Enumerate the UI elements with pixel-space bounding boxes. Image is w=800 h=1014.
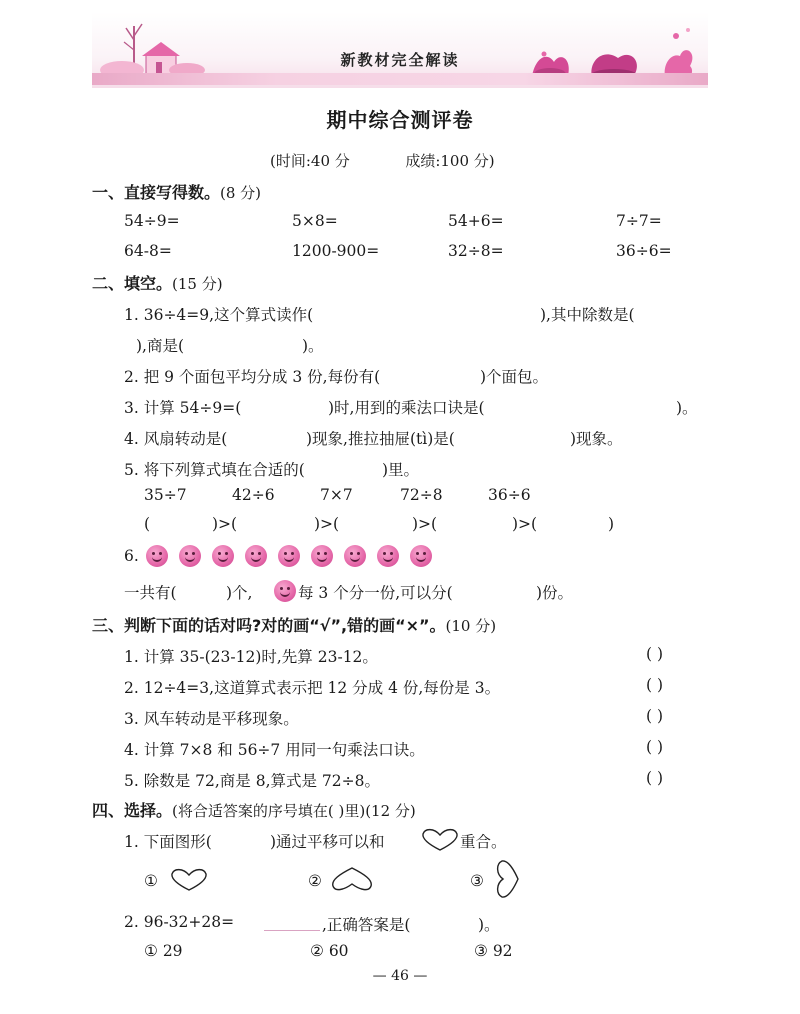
q2-5-text-b: )里。 xyxy=(382,461,420,479)
section1-title: 一、直接写得数。 xyxy=(92,183,221,202)
smiley-icon xyxy=(212,545,234,567)
calc-item: 1200-900= xyxy=(292,242,380,260)
option-label[interactable]: ② xyxy=(308,872,322,890)
calc-item: 54÷9= xyxy=(124,212,180,230)
calc-item: 5×8= xyxy=(292,212,338,230)
q2-5-text: 5. 将下列算式填在合适的( xyxy=(124,461,305,479)
q2-4-text-c: )现象。 xyxy=(570,430,623,448)
q2-1-text: 1. 36÷4=9,这个算式读作( xyxy=(124,306,314,324)
calc-item: 32÷8= xyxy=(448,242,504,260)
section3-title: 三、判断下面的话对吗?对的画“√”,错的画“×”。 xyxy=(92,616,446,635)
judge-item: 2. 12÷4=3,这道算式表示把 12 分成 4 份,每份是 3。 xyxy=(124,679,501,697)
order-blank[interactable]: )>( xyxy=(412,515,438,533)
q2-1-text-b: ),其中除数是( xyxy=(540,306,635,324)
order-blank[interactable]: ) xyxy=(608,515,615,533)
heart-option-icon[interactable] xyxy=(168,866,210,892)
section2-heading xyxy=(92,271,223,294)
heart-shape-icon xyxy=(420,826,460,852)
calc-item: 7÷7= xyxy=(616,212,662,230)
section2-title: 二、填空。 xyxy=(92,274,173,293)
answer-box[interactable]: ( ) xyxy=(646,769,664,787)
banner-strip xyxy=(92,73,708,85)
q2-6-text-d: )份。 xyxy=(536,584,574,602)
q2-6-text-b: )个, xyxy=(226,584,253,602)
section3-points: (10 分) xyxy=(445,617,497,635)
order-blank[interactable]: ( xyxy=(144,515,151,533)
expr-item: 42÷6 xyxy=(232,486,275,504)
option-label[interactable]: ① 29 xyxy=(144,942,183,960)
expr-item: 35÷7 xyxy=(144,486,187,504)
section3-heading xyxy=(92,613,496,636)
option-label[interactable]: ② 60 xyxy=(310,942,349,960)
answer-box[interactable]: ( ) xyxy=(646,707,664,725)
q2-6-text: 一共有( xyxy=(124,584,177,602)
smiley-icon xyxy=(377,545,399,567)
judge-item: 1. 计算 35-(23-12)时,先算 23-12。 xyxy=(124,648,378,666)
q2-1-text-d: )。 xyxy=(302,337,324,355)
q2-6-number: 6. xyxy=(124,547,139,565)
q2-4-text-b: )现象,推拉抽屉(tì)是( xyxy=(306,430,455,448)
section1-heading xyxy=(92,180,261,203)
expr-item: 36÷6 xyxy=(488,486,531,504)
q2-3-text-c: )。 xyxy=(676,399,698,417)
exam-time: (时间:40 分 xyxy=(270,152,350,170)
exam-info xyxy=(270,150,499,171)
answer-underline[interactable] xyxy=(264,930,320,931)
q2-2-text-b: )个面包。 xyxy=(480,368,549,386)
smiley-icon xyxy=(410,545,432,567)
page-number: — 46 — xyxy=(372,968,428,984)
answer-box[interactable]: ( ) xyxy=(646,738,664,756)
option-label[interactable]: ① xyxy=(144,872,158,890)
smiley-icon xyxy=(146,545,168,567)
judge-item: 5. 除数是 72,商是 8,算式是 72÷8。 xyxy=(124,772,381,790)
order-blank[interactable]: )>( xyxy=(212,515,238,533)
q2-3-text-b: )时,用到的乘法口诀是( xyxy=(328,399,485,417)
q2-1-text-c: ),商是( xyxy=(136,337,185,355)
smiley-icon xyxy=(179,545,201,567)
calc-item: 36÷6= xyxy=(616,242,672,260)
sideways-heart-option-icon[interactable] xyxy=(494,858,522,900)
smiley-icon xyxy=(245,545,267,567)
section4-points: (将合适答案的序号填在( )里)(12 分) xyxy=(172,802,416,820)
rotated-heart-option-icon[interactable] xyxy=(330,864,374,892)
q2-2-text: 2. 把 9 个面包平均分成 3 份,每份有( xyxy=(124,368,381,386)
banner-title: 新教材完全解读 xyxy=(340,51,460,69)
judge-item: 4. 计算 7×8 和 56÷7 用同一句乘法口诀。 xyxy=(124,741,425,759)
calc-item: 64-8= xyxy=(124,242,172,260)
smiley-icon xyxy=(311,545,333,567)
expr-item: 7×7 xyxy=(320,486,353,504)
section2-points: (15 分) xyxy=(172,275,223,293)
q4-1-text: 1. 下面图形( xyxy=(124,833,212,851)
q4-2-text-c: )。 xyxy=(478,916,500,934)
option-label[interactable]: ③ 92 xyxy=(474,942,513,960)
q4-2-text-b: ,正确答案是( xyxy=(322,916,411,934)
exam-score: 成绩:100 分) xyxy=(405,152,495,170)
answer-box[interactable]: ( ) xyxy=(646,676,664,694)
q2-4-text: 4. 风扇转动是( xyxy=(124,430,228,448)
judge-item: 3. 风车转动是平移现象。 xyxy=(124,710,299,728)
order-blank[interactable]: )>( xyxy=(512,515,538,533)
smiley-icon xyxy=(278,545,300,567)
page-title: 期中综合测评卷 xyxy=(326,108,474,132)
smiley-icon xyxy=(344,545,366,567)
order-blank[interactable]: )>( xyxy=(314,515,340,533)
section4-heading xyxy=(92,798,416,821)
answer-box[interactable]: ( ) xyxy=(646,645,664,663)
expr-item: 72÷8 xyxy=(400,486,443,504)
option-label[interactable]: ③ xyxy=(470,872,484,890)
q2-3-text: 3. 计算 54÷9=( xyxy=(124,399,242,417)
q4-1-text-b: )通过平移可以和 xyxy=(270,833,385,851)
section4-title: 四、选择。 xyxy=(92,801,173,820)
q2-6-text-c: 每 3 个分一份,可以分( xyxy=(298,584,453,602)
smiley-icon xyxy=(274,580,296,602)
q4-2-text: 2. 96-32+28= xyxy=(124,913,235,931)
section1-points: (8 分) xyxy=(220,184,262,202)
q4-1-text-c: 重合。 xyxy=(460,833,507,851)
calc-item: 54+6= xyxy=(448,212,504,230)
